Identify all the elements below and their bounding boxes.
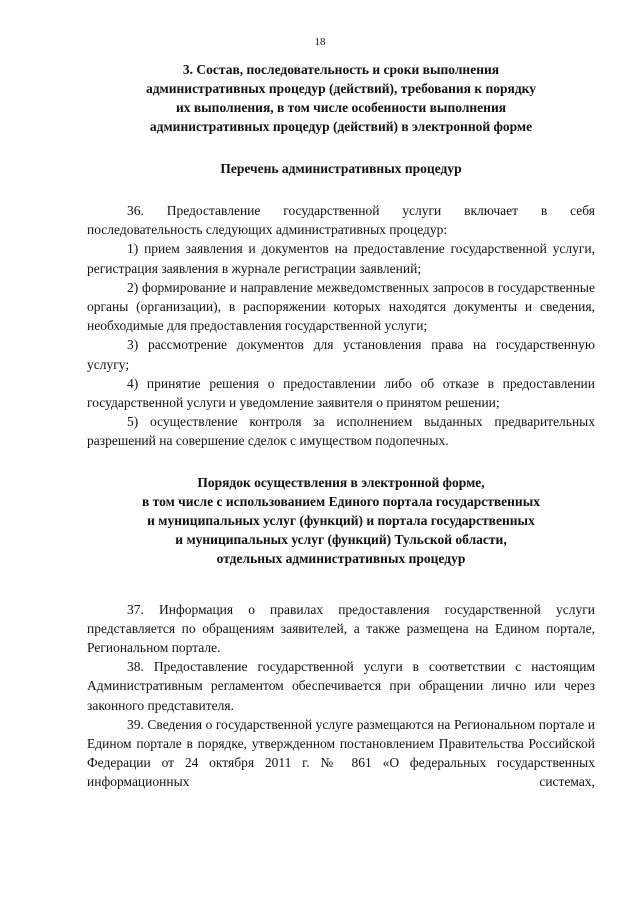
paragraph-36: 36. Предоставление государственной услуги включает в себя последовательность следующих административных процедур: — [87, 203, 595, 238]
heading-line: и муниципальных услуг (функций) Тульской области, — [175, 531, 507, 547]
heading-line: отдельных административных процедур — [216, 550, 466, 566]
section-heading-line: 3. Состав, последовательность и сроки выполнения — [182, 62, 500, 77]
heading-line: Порядок осуществления в электронной форме, — [197, 474, 485, 490]
paragraph-37: 37. Информация о правилах предоставления государственной услуги представляется по обращениям заявителей, а также размещена на Едином портале, Региональном портале. — [87, 601, 595, 656]
paragraph-39: 39. Сведения о государственной услуге размещаются на Региональном портале и Едином портале в порядке, утвержденном постановлением Правительства Российской Федерации от 24 октября 2011 г. № 861 «О федеральных государственных информационных системах, — [87, 716, 595, 790]
list-item-5: 5) осуществление контроля за исполнением выданных предварительных разрешений на совершение сделок с имуществом подопечных. — [87, 414, 595, 449]
list-item-1: 1) прием заявления и документов на предоставление государственной услуги, регистрация заявления в журнале регистрации заявлений; — [87, 241, 595, 276]
section-heading-line: административных процедур (действий), требования к порядку — [145, 81, 537, 96]
section-heading — [87, 60, 595, 136]
document-body — [87, 60, 595, 792]
section-heading-line: административных процедур (действий) в электронной форме — [149, 119, 533, 134]
subsection-heading: Перечень административных процедур — [220, 161, 462, 176]
list-item-3: 3) рассмотрение документов для установления права на государственную услугу; — [87, 337, 595, 372]
electronic-procedures-heading — [87, 473, 595, 568]
heading-line: и муниципальных услуг (функций) и портала государственных — [147, 512, 535, 528]
list-item-4: 4) принятие решения о предоставлении либо об отказе в предоставлении государственной услуги и уведомление заявителя о принятом решении; — [87, 375, 595, 411]
section-heading-line: их выполнения, в том числе особенности выполнения — [175, 100, 507, 115]
heading-line: в том числе с использованием Единого портала государственных — [141, 493, 540, 509]
list-item-2: 2) формирование и направление межведомственных запросов в государственные органы (организации), в распоряжении которых находятся документы и сведения, необходимые для предоставления государственной услуги; — [87, 279, 595, 334]
page-number: 18 — [314, 36, 326, 48]
paragraph-38: 38. Предоставление государственной услуги в соответствии с настоящим Административным регламентом обеспечивается при обращении лично или через законного представителя. — [87, 659, 595, 713]
